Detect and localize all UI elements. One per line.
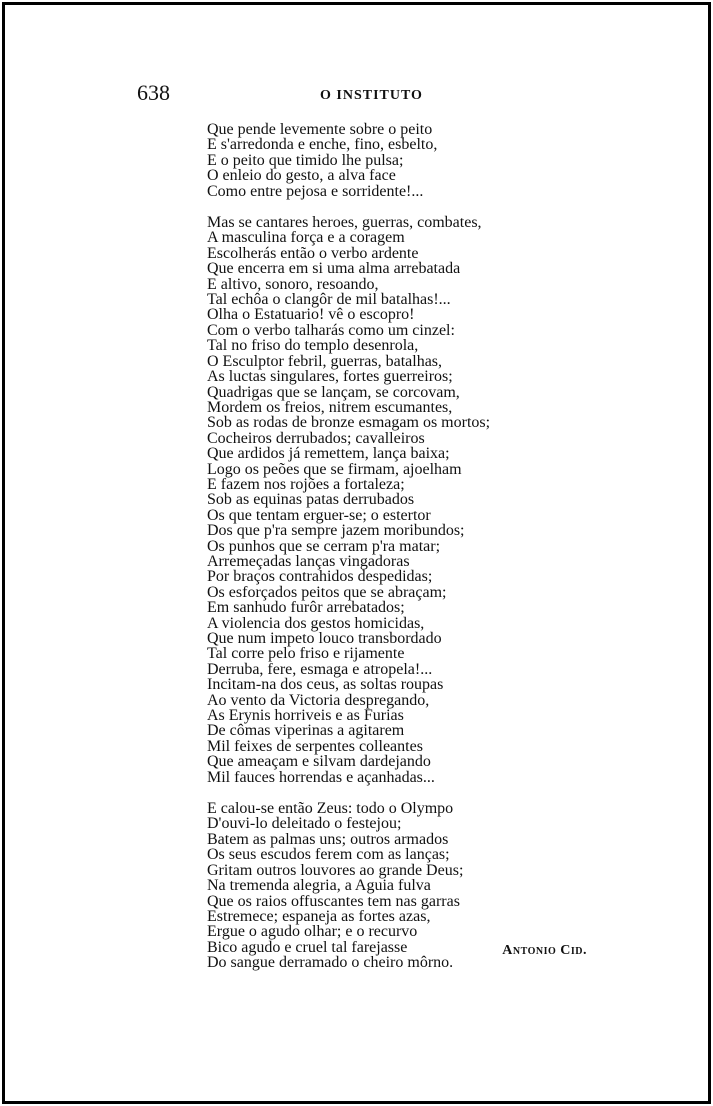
poem-line: Cocheiros derrubados; cavalleiros <box>207 429 425 447</box>
poem-line: Sob as rodas de bronze esmagam os mortos; <box>207 414 491 432</box>
poem-line: Que pende levemente sobre o peito <box>207 121 433 138</box>
author-signature: Antonio Cid. <box>502 943 587 958</box>
poem-line: Os seus escudos ferem com as lanças; <box>207 846 450 864</box>
poem-line: Batem as palmas uns; outros armados <box>207 830 449 848</box>
poem-line: Arremeçadas lanças vingadoras <box>207 552 410 570</box>
poem-line: E s'arredonda e enche, fino, esbelto, <box>207 136 438 154</box>
poem-line: Mas se cantares heroes, guerras, combates, <box>207 214 482 232</box>
poem-line: De cômas viperinas a agitarem <box>207 722 405 740</box>
poem-line: Olha o Estatuario! vê o escopro! <box>207 306 415 324</box>
poem-line: A masculina força e a coragem <box>207 229 405 247</box>
poem-line: Ergue o agudo olhar; e o recurvo <box>207 923 418 941</box>
poem-line: E altivo, sonoro, resoando, <box>207 275 379 293</box>
poem-line: Logo os peões que se firmam, ajoelham <box>207 460 462 478</box>
poem-line: E o peito que timido lhe pulsa; <box>207 151 404 169</box>
poem-line: Com o verbo talharás como um cinzel: <box>207 321 455 339</box>
poem-line: Incitam-na dos ceus, as soltas roupas <box>207 676 444 694</box>
poem-line: D'ouvi-lo deleitado o festejou; <box>207 815 402 833</box>
poem-line: O Esculptor febril, guerras, batalhas, <box>207 352 443 370</box>
poem-line: Bico agudo e cruel tal farejasse <box>207 938 408 956</box>
poem-line: Ao vento da Victoria despregando, <box>207 691 430 709</box>
poem-line: A violencia dos gestos homicidas, <box>207 614 425 632</box>
poem-line: As luctas singulares, fortes guerreiros; <box>207 368 453 386</box>
poem-line: Escolherás então o verbo ardente <box>207 244 419 262</box>
poem-line: Estremece; espaneja as fortes azas, <box>207 907 431 925</box>
running-title: O INSTITUTO <box>320 88 423 103</box>
poem-line: Mordem os freios, nitrem escumantes, <box>207 398 453 416</box>
poem-line: Tal corre pelo friso e rijamente <box>207 645 405 663</box>
poem-line: Do sangue derramado o cheiro môrno. <box>207 954 454 972</box>
poem-line: E calou-se então Zeus: todo o Olympo <box>207 800 454 818</box>
poem-line: Os punhos que se cerram p'ra matar; <box>207 537 441 555</box>
poem-line: Em sanhudo furôr arrebatados; <box>207 599 405 617</box>
poem-line: Por braços contrahidos despedidas; <box>207 568 433 586</box>
poem-line: Sob as equinas patas derrubados <box>207 491 415 509</box>
poem-line: Quadrigas que se lançam, se corcovam, <box>207 383 460 401</box>
stanza <box>207 122 537 199</box>
poem-line: Que ardidos já remettem, lança baixa; <box>207 445 450 463</box>
page-number: 638 <box>137 80 170 105</box>
poem-line: E fazem nos rojões a fortaleza; <box>207 475 405 493</box>
poem-line: Na tremenda alegria, a Aguia fulva <box>207 877 431 895</box>
poem-line: Dos que p'ra sempre jazem moribundos; <box>207 522 465 540</box>
page-header <box>0 80 713 110</box>
stanza <box>207 801 537 970</box>
poem <box>207 122 537 971</box>
poem-line: Que os raios offuscantes tem nas garras <box>207 892 460 910</box>
poem-line: Que ameaçam e silvam dardejando <box>207 753 431 771</box>
poem-line: Tal no friso do templo desenrola, <box>207 337 419 355</box>
poem-line: Gritam outros louvores ao grande Deus; <box>207 861 464 879</box>
stanza <box>207 215 537 785</box>
poem-line: Como entre pejosa e sorridente!... <box>207 182 424 200</box>
poem-line: Os que tentam erguer-se; o estertor <box>207 506 431 524</box>
poem-line: Que encerra em si uma alma arrebatada <box>207 260 461 278</box>
poem-line: Mil feixes de serpentes colleantes <box>207 737 423 755</box>
poem-line: Derruba, fere, esmaga e atropela!... <box>207 660 433 678</box>
poem-line: Tal echôa o clangôr de mil batalhas!... <box>207 291 451 309</box>
poem-line: As Erynis horriveis e as Furias <box>207 707 404 725</box>
poem-line: Os esforçados peitos que se abraçam; <box>207 583 447 601</box>
poem-line: Mil fauces horrendas e açanhadas... <box>207 768 435 786</box>
poem-line: O enleio do gesto, a alva face <box>207 167 396 185</box>
poem-line: Que num impeto louco transbordado <box>207 630 442 647</box>
